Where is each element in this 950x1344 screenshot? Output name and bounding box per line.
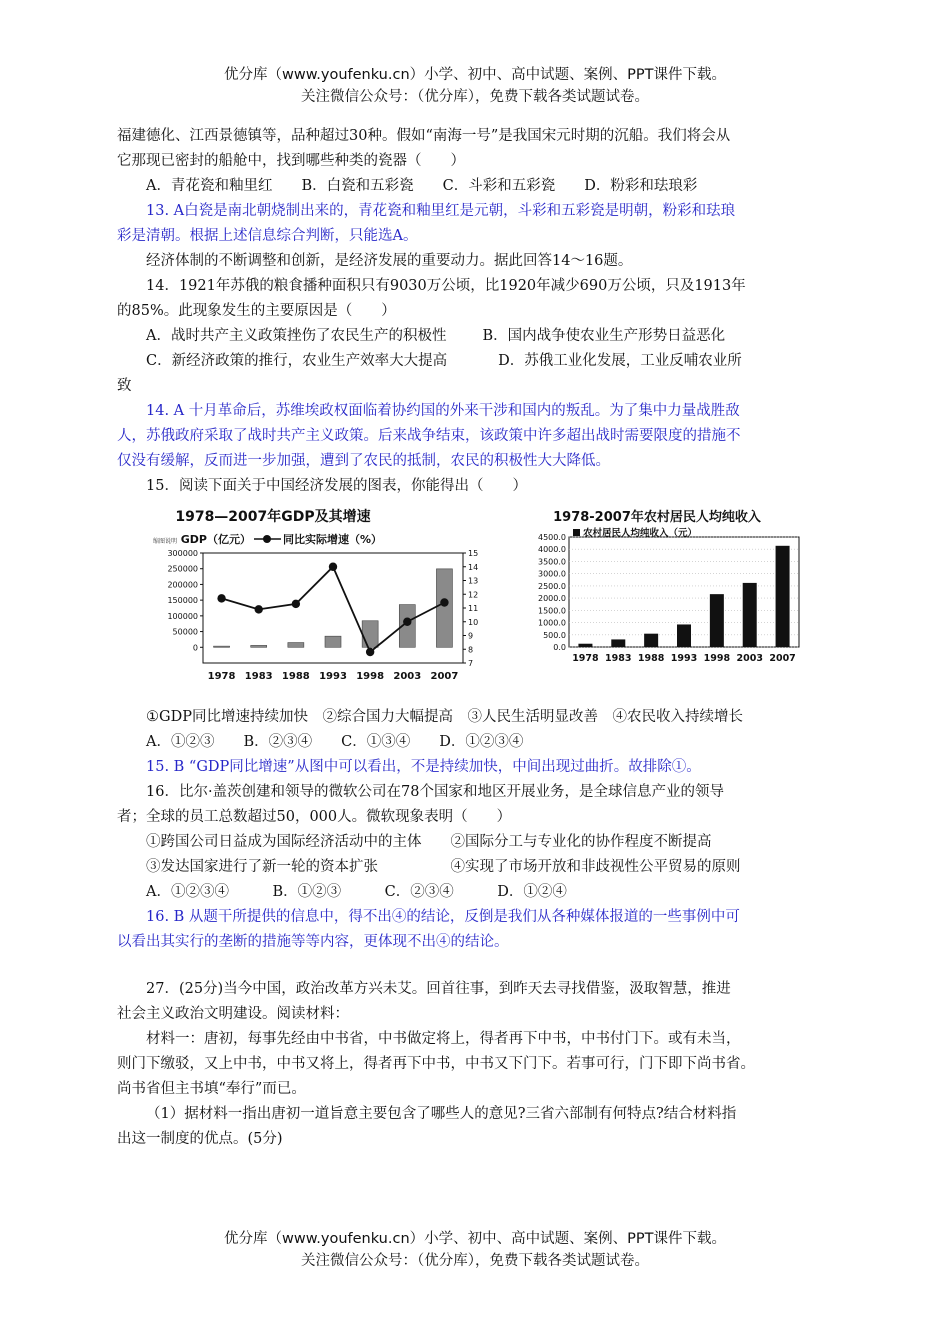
income-chart-title: 1978-2007年农村居民人均纯收入 [553, 510, 761, 525]
gdp-chart-title: 1978—2007年GDP及其增速 [175, 509, 371, 525]
gdp-right-tick-label: 8 [468, 645, 474, 655]
gdp-bar [251, 645, 267, 647]
gdp-left-tick-label: 0 [192, 643, 198, 653]
income-x-tick-label: 1983 [605, 653, 632, 664]
q16-stem-1: 16．比尔·盖茨创建和领导的微软公司在78个国家和地区开展业务，是全球信息产业的领导 [146, 784, 725, 800]
income-bar [611, 639, 625, 647]
income-y-tick-label: 0.0 [553, 643, 566, 652]
gdp-left-tick-label: 300000 [167, 549, 198, 558]
q15-charts [117, 503, 839, 699]
rural-income-chart [517, 503, 807, 699]
income-bar [710, 594, 724, 647]
q27-material-1-line-2: 则门下缴驳，又上中书，中书又将上，得者再下中书，中书又下门下。若事可行，门下即下尚书省。 [117, 1056, 755, 1072]
gdp-growth-point [255, 605, 263, 613]
q13-options: A．青花瓷和釉里红 B．白瓷和五彩瓷 C．斗彩和五彩瓷 D．粉彩和珐琅彩 [146, 178, 698, 194]
gdp-x-tick-label: 1978 [207, 671, 236, 682]
q14-option-a: A．战时共产主义政策挫伤了农民生产的积极性 [146, 328, 447, 344]
q27-stem-2: 社会主义政治文明建设。阅读材料： [117, 1006, 349, 1022]
gdp-right-tick-label: 7 [468, 659, 474, 668]
q13-answer-1: 13. A白瓷是南北朝烧制出来的，青花瓷和釉里红是元朝，斗彩和五彩瓷是明朝，粉彩和珐琅 [146, 203, 736, 219]
gdp-right-tick-label: 10 [468, 617, 479, 627]
gdp-x-tick-label: 2003 [393, 671, 422, 682]
gdp-legend-dot [263, 535, 271, 543]
footer-line-2: 关注微信公众号：（优分库），免费下载各类试题试卷。 [301, 1253, 649, 1269]
gdp-growth-point [329, 563, 337, 571]
q14-option-d: D．苏俄工业化发展，工业反哺农业所 [498, 353, 742, 369]
q14-options-cd [117, 349, 839, 374]
gdp-legend-bar: GDP（亿元） [180, 533, 251, 546]
gdp-left-tick-label: 100000 [167, 611, 198, 621]
gdp-growth-point [292, 600, 300, 608]
income-y-tick-label: 2500.0 [538, 581, 566, 591]
header-line-2: 关注微信公众号：（优分库），免费下载各类试题试卷。 [301, 89, 649, 105]
q13-stem-2: 它那现已密封的船舱中，找到哪些种类的瓷器（ ） [117, 153, 465, 169]
income-x-tick-label: 1988 [637, 653, 665, 664]
page-content [117, 124, 839, 1152]
gdp-bar [214, 646, 230, 647]
gdp-bar [325, 636, 341, 647]
q14-option-b: B．国内战争使农业生产形势日益恶化 [482, 328, 726, 344]
q14-options-ab [117, 324, 839, 349]
income-legend-label: 农村居民人均纯收入（元） [583, 528, 698, 539]
gdp-right-tick-label: 14 [468, 562, 479, 572]
income-y-tick-label: 3000.0 [538, 569, 566, 579]
q14-option-d-cont: 致 [117, 378, 132, 394]
income-bar [644, 634, 658, 647]
gdp-left-tick-label: 250000 [167, 564, 198, 574]
q16-statements-1: ①跨国公司日益成为国际经济活动中的主体 ②国际分工与专业化的协作程度不断提高 [146, 834, 712, 850]
income-y-tick-label: 1000.0 [538, 618, 566, 628]
gdp-left-tick-label: 150000 [167, 596, 198, 606]
q14-stem-2: 的85%。此现象发生的主要原因是（ ） [117, 303, 396, 319]
income-x-tick-label: 2007 [769, 653, 796, 664]
gdp-chart [151, 503, 521, 699]
gdp-growth-point [403, 618, 411, 626]
page-footer [0, 1228, 950, 1272]
gdp-x-tick-label: 1998 [356, 671, 385, 682]
gdp-growth-point [440, 598, 448, 606]
header-line-1: 优分库（www.youfenku.cn）小学、初中、高中试题、案例、PPT课件下载。 [224, 67, 726, 83]
q27-subquestion-1-line-2: 出这一制度的优点。(5分) [117, 1131, 283, 1147]
q27-subquestion-1-line-1: （1）据材料一指出唐初一道旨意主要包含了哪些人的意见?三省六部制有何特点?结合材料指 [146, 1106, 737, 1122]
gdp-left-tick-label: 50000 [172, 627, 198, 637]
q14-option-c: C．新经济政策的推行，农业生产效率大大提高 [146, 353, 448, 369]
gdp-legend-prefix: 缩图说明 [153, 538, 178, 545]
gdp-x-tick-label: 1993 [319, 671, 347, 682]
gdp-left-tick-label: 200000 [167, 580, 198, 590]
gdp-growth-point [366, 648, 374, 656]
q14-stem-1: 14．1921年苏俄的粮食播种面积只有9030万公顷，比1920年减少690万公顷，只及1913年 [146, 278, 746, 294]
gdp-growth-point [217, 594, 225, 602]
q27-stem-1: 27．(25分)当今中国，政治改革方兴未艾。回首往事，到昨天去寻找借鉴，汲取智慧，推进 [146, 981, 731, 997]
gdp-right-tick-label: 13 [468, 576, 479, 586]
gdp-right-tick-label: 12 [468, 590, 479, 600]
q14-answer-1: 14. A 十月革命后，苏维埃政权面临着协约国的外来干涉和国内的叛乱。为了集中力量战胜敌 [146, 403, 740, 419]
income-y-tick-label: 4000.0 [538, 545, 566, 555]
q16-statements-2: ③发达国家进行了新一轮的资本扩张 ④实现了市场开放和非歧视性公平贸易的原则 [146, 859, 741, 875]
page-header [0, 64, 950, 108]
q14-answer-3: 仅没有缓解，反而进一步加强，遭到了农民的抵制，农民的积极性大大降低。 [117, 453, 610, 469]
gdp-right-tick-label: 9 [468, 631, 474, 641]
q16-answer-2: 以看出其实行的垄断的措施等等内容，更体现不出④的结论。 [117, 934, 509, 950]
income-bar [578, 644, 592, 647]
income-y-tick-label: 1500.0 [538, 606, 566, 616]
q13-answer-2: 彩是清朝。根据上述信息综合判断，只能选A。 [117, 228, 418, 244]
gdp-bar [362, 621, 378, 648]
q15-answer: 15. B “GDP同比增速”从图中可以看出，不是持续加快，中间出现过曲折。故排除①。 [146, 759, 701, 775]
gdp-bar [288, 643, 304, 648]
income-bar [677, 624, 691, 647]
income-bar [776, 546, 790, 647]
income-legend-marker [573, 529, 580, 536]
income-bar [743, 583, 757, 647]
income-y-tick-label: 2000.0 [538, 594, 566, 604]
income-x-tick-label: 1993 [670, 653, 698, 664]
q27-material-1-line-3: 尚书省但主书填“奉行”而已。 [117, 1081, 306, 1097]
income-y-tick-label: 3500.0 [538, 557, 566, 567]
q14-answer-2: 人，苏俄政府采取了战时共产主义政策。后来战争结束，该政策中许多超出战时需要限度的措施不 [117, 428, 741, 444]
income-y-tick-label: 4500.0 [538, 533, 566, 542]
income-x-tick-label: 2003 [736, 653, 763, 664]
income-y-tick-label: 500.0 [543, 630, 566, 640]
q15-statements: ①GDP同比增速持续加快 ②综合国力大幅提高 ③人民生活明显改善 ④农民收入持续增长 [146, 709, 743, 725]
gdp-legend-line: 同比实际增速（%） [283, 533, 383, 546]
intro-14-16: 经济体制的不断调整和创新，是经济发展的重要动力。据此回答14～16题。 [146, 253, 633, 269]
income-x-tick-label: 1998 [703, 653, 731, 664]
q15-stem: 15．阅读下面关于中国经济发展的图表，你能得出（ ） [146, 478, 527, 494]
q15-options: A．①②③ B．②③④ C．①③④ D．①②③④ [146, 734, 524, 750]
footer-line-1: 优分库（www.youfenku.cn）小学、初中、高中试题、案例、PPT课件下载。 [224, 1231, 726, 1247]
q13-stem-1: 福建德化、江西景德镇等，品种超过30种。假如“南海一号”是我国宋元时期的沉船。我们将会从 [117, 128, 731, 144]
gdp-right-tick-label: 15 [468, 549, 479, 558]
q16-stem-2: 者；全球的员工总数超过50，000人。微软现象表明（ ） [117, 809, 512, 825]
gdp-x-tick-label: 2007 [430, 671, 459, 682]
q27-material-1-line-1: 材料一：唐初，每事先经由中书省，中书做定将上，得者再下中书，中书付门下。或有未当， [146, 1031, 741, 1047]
gdp-x-tick-label: 1983 [244, 671, 273, 682]
gdp-right-tick-label: 11 [468, 604, 479, 613]
income-x-tick-label: 1978 [572, 653, 599, 664]
gdp-x-tick-label: 1988 [281, 671, 310, 682]
gdp-bar [436, 569, 452, 647]
q16-answer-1: 16. B 从题干所提供的信息中，得不出④的结论，反倒是我们从各种媒体报道的一些事例中可 [146, 909, 740, 925]
q16-options: A．①②③④ B．①②③ C．②③④ D．①②④ [146, 884, 567, 900]
